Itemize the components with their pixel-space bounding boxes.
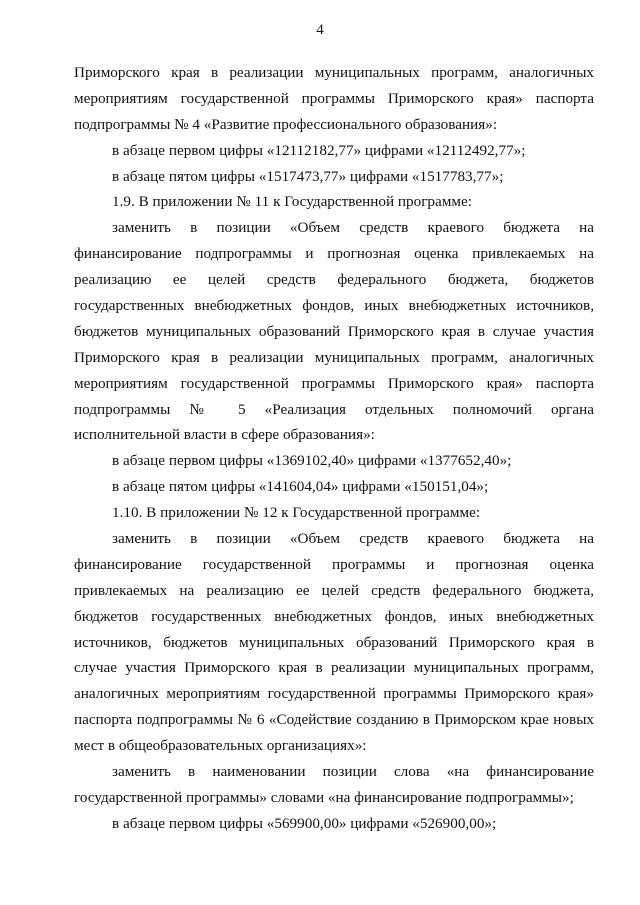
paragraph [74,60,594,138]
text-line: финансирование подпрограммы и прогнозная оценка привлекаемых на [74,245,594,263]
text-line: в абзаце пятом цифры «141604,04» цифрами «150151,04»; [112,478,489,496]
text-line: государственных внебюджетных фондов, иных внебюджетных источников, [74,297,594,315]
text-line: в абзаце первом цифры «569900,00» цифрами «526900,00»; [112,814,497,832]
text-line: мест в общеобразовательных организациях»: [74,737,367,755]
paragraph [74,215,594,448]
text-line: паспорта подпрограммы № 6 «Содействие созданию в Приморском крае новых [74,711,594,729]
paragraph [74,526,594,759]
paragraph [74,138,594,164]
text-line: заменить в наименовании позиции слова «на финансирование [112,763,594,781]
text-line: привлекаемых на реализацию ее целей средств федерального бюджета, [74,581,594,599]
text-line: Приморского края в реализации муниципальных программ, аналогичных [74,64,594,81]
text-line: бюджетов государственных внебюджетных фондов, иных внебюджетных [74,607,594,625]
text-line: 1.9. В приложении № 11 к Государственной программе: [112,193,472,211]
text-line: аналогичных мероприятиям государственной программы Приморского края» [74,685,594,703]
text-line: подпрограммы № 5 «Реализация отдельных полномочий органа [74,400,594,418]
paragraph [74,448,594,474]
paragraph [74,164,594,190]
text-line: мероприятиям государственной программы Приморского края» паспорта [74,89,594,107]
text-line: в абзаце первом цифры «1369102,40» цифрами «1377652,40»; [112,452,512,470]
text-line: заменить в позиции «Объем средств краевого бюджета на [112,530,594,548]
text-line: источников, бюджетов муниципальных образований Приморского края в [74,633,594,651]
paragraph [74,189,594,215]
text-line: Приморского края в реализации муниципальных программ, аналогичных [74,348,594,366]
paragraph [74,500,594,526]
text-line: финансирование государственной программы и прогнозная оценка [74,555,594,573]
paragraph [74,474,594,500]
paragraph [74,759,594,811]
text-line: случае участия Приморского края в реализации муниципальных программ, [74,659,594,677]
text-line: 1.10. В приложении № 12 к Государственной программе: [112,504,481,522]
text-line: в абзаце первом цифры «12112182,77» цифрами «12112492,77»; [112,141,526,159]
text-line: реализацию ее целей средств федерального бюджета, бюджетов [74,271,594,289]
page-number: 4 [316,22,324,38]
paragraph [74,811,594,837]
text-line: подпрограммы № 4 «Развитие профессионального образования»: [74,115,498,133]
text-line: исполнительной власти в сфере образования»: [74,426,375,444]
text-line: заменить в позиции «Объем средств краевого бюджета на [112,219,594,237]
text-line: мероприятиям государственной программы Приморского края» паспорта [74,374,594,392]
text-line: в абзаце пятом цифры «1517473,77» цифрами «1517783,77»; [112,167,504,185]
document-body [74,60,594,837]
text-line: государственной программы» словами «на финансирование подпрограммы»; [74,788,574,806]
text-line: бюджетов муниципальных образований Приморского края в случае участия [74,322,594,340]
